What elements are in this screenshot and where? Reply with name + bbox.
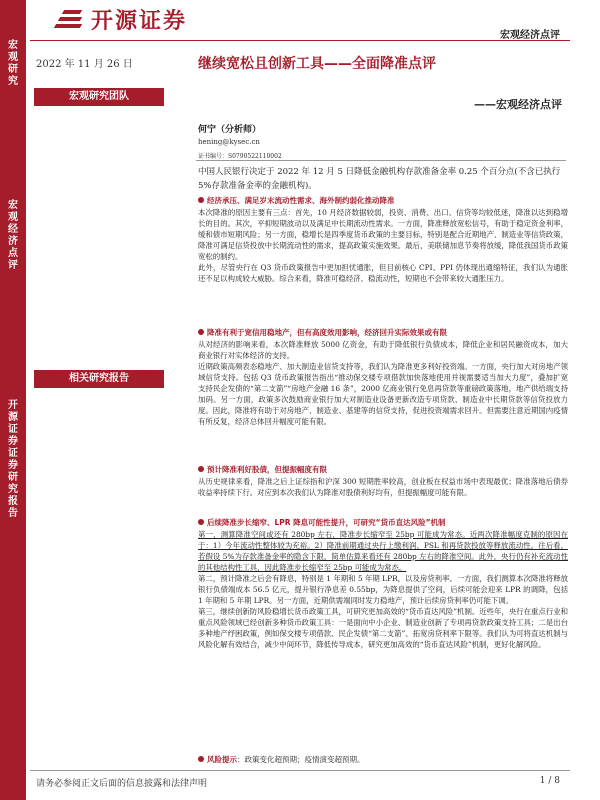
section-paragraph: 此外，尽管央行在 Q3 货币政策报告中更加担忧通胀，但目前核心 CPI、PPI 仍体现出通缩特征，我们认为通胀还不足以构成较大威胁。综合来看，降准可稳经济、稳流动性，短期也不会带来较大通胀压力。: [198, 263, 568, 283]
section-paragraph: 第二，预计降准之后会有降息，特别是 1 年期和 5 年期 LPR，以及房贷利率。一方面，我们测算本次降准将释放银行负债端成本 56.5 亿元，提升银行净息差 0.55bp，为降息提供了空间，后续可能会迎来 LPR 的调降，包括 1 年期和 5 年期 LPR。另一方面，近期供需端同时发力稳地产，预计后续房贷利率仍可能下调。: [198, 574, 568, 605]
section-paragraph: 近期政策高频表态稳地产、加大制造业信贷支持等，我们认为降准更多利好投资端。一方面，央行加大对房地产领域信贷支持。包括 Q3 货币政策报告指出“推动保交楼专项借款加快落地使用并视需要适当加大力度”，叠加扩宽支持民企发债的“第二支箭”“房地产金融 16 条”，2000 亿商业银行免息再贷款等重磅政策落地，地产供给端支持加码。另一方面，政策多次鼓励商业银行加大对制造业设备更新改造专项贷款、制造业中长期贷款等信贷投放力度。因此，降准将有助于对房地产、制造业、基建等的信贷支持，促进投资端需求回升。但需要注意近期国内疫情有所反复，经济总体回升幅度可能有限。: [198, 362, 568, 426]
section-heading: 风险提示：政策变化超预期；疫情演变超预期。: [198, 754, 568, 766]
page-number: 1 / 8: [539, 776, 560, 786]
side-label-macro-research: 宏观研究: [8, 40, 18, 87]
section-heading: 经济承压、满足岁末流动性需求、海外制约弱化推动降准: [198, 195, 568, 207]
side-label-broker: 开源证券 证券研究报告: [8, 400, 18, 519]
section-4: [198, 517, 568, 650]
risk-text: ：政策变化超预期；疫情演变超预期。: [237, 755, 365, 764]
section-3: [198, 464, 568, 498]
team-label: 宏观研究团队: [34, 88, 164, 106]
bullet-icon: [198, 329, 204, 335]
footer-disclaimer: 请务必参阅正文后面的信息披露和法律声明: [36, 779, 208, 789]
author-name: 何宁（分析师）: [198, 125, 262, 135]
related-reports-label: 相关研究报告: [34, 370, 164, 388]
author-email[interactable]: hening@kysec.cn: [198, 138, 260, 146]
page-subtitle: ——宏观经济点评: [474, 98, 562, 111]
section-paragraph: 第三，继续创新防风险稳增长货币政策工具，可研究更加高效的“货币直达风险”机制。近些年，央行在重点行业和重点风险领域已经创新多种货币政策工具：一是面向中小企业、制造业创新了专项再贷款政策支持工具；二是出台多种地产纾困政策，例如保交楼专项借款、民企发债“第二支箭”、拓宽房贷利率下限等。我们认为可将直达机制与风险化解有效结合，减少中间环节，降低传导成本，研究更加高效的“货币直达风险”机制，更好化解风险。: [198, 607, 568, 649]
section-heading: 后续降准步长缩窄、LPR 降息可能性提升，可研究“货币直达风险”机制: [198, 517, 568, 529]
section-paragraph: 从对经济的影响来看，本次降准释放 5000 亿资金，有助于降低银行负债成本，降低企业和居民融资成本，加大商业银行对实体经济的支持。: [198, 340, 568, 360]
section-paragraph: 本次降准的原因主要有三点：首先，10 月经济数据较弱，投资、消费、出口、信贷等均较低迷，降准以达到稳增长的目的。其次，平抑短期波动以及满足中长期流动性需求。一方面，降准释放宽松信号，有助于稳定资金利率，缓和债市短期风险；另一方面，稳增长是四季度货币政策的主要目标，特别是配合近期地产、制造业等信贷政策，降准可满足信贷投放中长期流动性的需求，提高政策实施效果。最后，美联储加息节奏将放缓，降低我国货币政策宽松的制约。: [198, 208, 568, 261]
section-paragraph: 第一，测算降准空间或还有 280bp 左右，降准步长缩窄至 25bp 可能成为常态。近两次降准幅度克制的原因在于：1）今年流动性整体较为充裕。2）降准前期通过央行上缴利润、PSL 和再贷款投放等释放流动性。往后看，若假设 5%为存款准备金率的隐含下限，简单估算来看还有 280bp 左右的降准空间。此外，央行仍有补充流动性的其他结构性工具，因此降准步长缩窄至 25bp 可能成为常态。: [198, 530, 568, 572]
bullet-icon: [198, 197, 204, 203]
logo-mark-icon: [55, 8, 87, 32]
section-risk: [198, 754, 568, 766]
section-heading: 预计降准利好股债，但提振幅度有限: [198, 464, 568, 476]
intro-paragraph: 中国人民银行决定于 2022 年 12 月 5 日降低金融机构存款准备金率 0.25 个百分点(不含已执行 5%存款准备金率的金融机构)。: [198, 167, 561, 191]
bullet-icon: [198, 466, 204, 472]
author-certificate: 证书编号：S0790522110002: [198, 153, 282, 160]
side-label-report-type: 宏观经济点评: [8, 200, 18, 271]
section-1: [198, 195, 568, 284]
logo-text: 开源证券: [91, 9, 188, 34]
header-divider: [30, 40, 570, 41]
section-2: [198, 327, 568, 427]
footer-divider: [30, 770, 570, 771]
section-heading: 降准有利于宽信用稳地产，但有高度效用影响，经济回升实际效果或有限: [198, 327, 568, 339]
author-divider: [196, 160, 566, 161]
page-title: 继续宽松且创新工具——全面降准点评: [198, 56, 436, 72]
section-paragraph: 从历史规律来看，降准之后上证综指和沪深 300 短期胜率较高，创业板在权益市场中表现最优；降准落地后债券收益率持续下行。对应到本次我们认为降准对股债利好均有，但提振幅度可能有限。: [198, 477, 568, 497]
header-report-type: 宏观经济点评: [500, 30, 560, 41]
bullet-icon: [198, 519, 204, 525]
company-logo: [55, 4, 187, 35]
bullet-icon: [198, 756, 204, 762]
report-date: 2022 年 11 月 26 日: [36, 59, 133, 70]
